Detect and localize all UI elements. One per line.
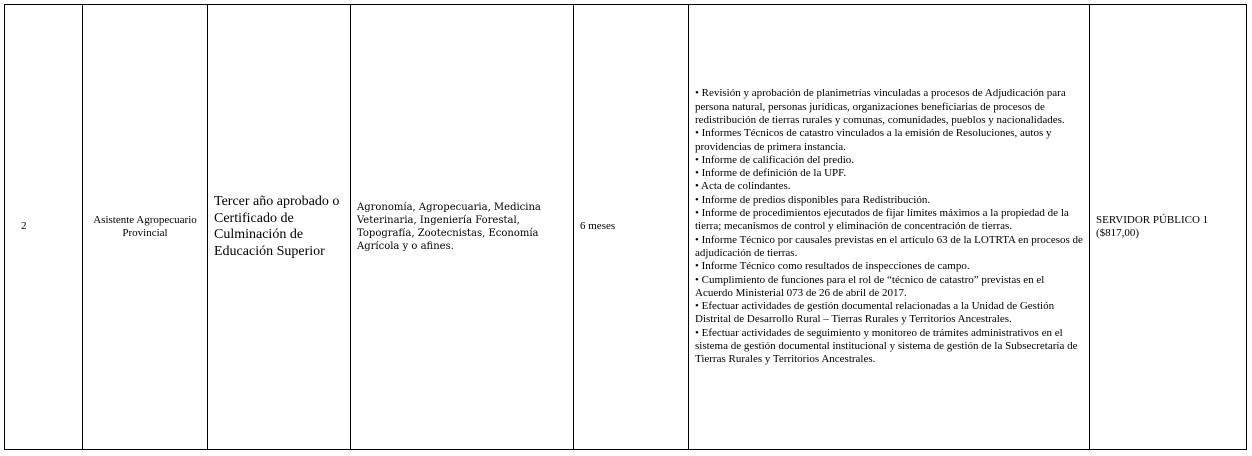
function-item: • Informe de definición de la UPF. — [695, 167, 847, 180]
row-number: 2 — [5, 5, 83, 450]
function-item: • Informe Técnico como resultados de inspecciones de campo. — [695, 260, 970, 273]
salary-grade: SERVIDOR PÚBLICO 1 ($817,00) — [1090, 5, 1247, 450]
experience-duration: 6 meses — [574, 5, 689, 450]
functions-list — [689, 5, 1090, 450]
function-item: • Informes Técnicos de catastro vinculados a la emisión de Resoluciones, autos y providencias de primera instancia. — [695, 127, 1052, 153]
job-profile-table — [4, 4, 1247, 450]
table-row — [5, 5, 1247, 450]
function-item: • Cumplimiento de funciones para el rol de “técnico de catastro” previstas en el Acuerdo Ministerial 073 de 26 de abril de 2017. — [695, 273, 1045, 299]
function-item: • Revisión y aprobación de planimetrías vinculadas a procesos de Adjudicación para persona natural, personas jurídicas, organizaciones beneficiarias de procesos de redistribución de tierras rurales y comunas, comunidades, pueblos y nacionalidades. — [695, 87, 1066, 126]
knowledge-areas: Agronomía, Agropecuaria, Medicina Veterinaria, Ingeniería Forestal, Topografía, Zootecnistas, Economía Agrícola y o afines. — [351, 5, 574, 450]
position-title: Asistente Agropecuario Provincial — [83, 5, 208, 450]
function-item: • Acta de colindantes. — [695, 180, 791, 193]
function-item: • Efectuar actividades de seguimiento y monitoreo de trámites administrativos en el sistema de gestión documental institucional y sistema de gestión de la Subsecretaría de Tierras Rurales y Territorios Ancestrales. — [695, 326, 1078, 366]
instruction-requirement: Tercer año aprobado o Certificado de Culminación de Educación Superior — [208, 5, 351, 450]
function-item: • Efectuar actividades de gestión documental relacionadas a la Unidad de Gestión Distrital de Desarrollo Rural – Tierras Rurales y Territorios Ancestrales. — [695, 300, 1055, 326]
function-item: • Informe de predios disponibles para Redistribución. — [695, 193, 931, 206]
function-item: • Informe de procedimientos ejecutados de fijar límites máximos a la propiedad de la tierra; mecanismos de control y eliminación de concentración de tierras. — [695, 207, 1069, 233]
function-item: • Informe Técnico por causales previstas en el artículo 63 de la LOTRTA en procesos de adjudicación de tierras. — [695, 233, 1083, 259]
function-item: • Informe de calificación del predio. — [695, 153, 855, 166]
